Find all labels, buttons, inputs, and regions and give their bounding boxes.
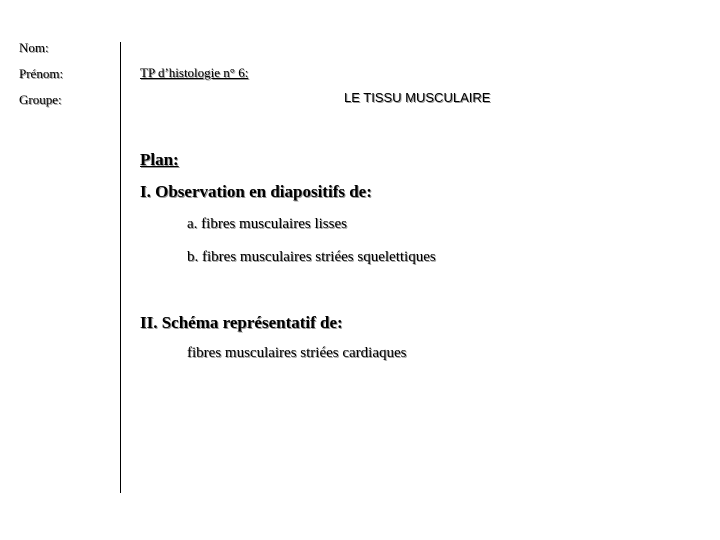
section-1-item-b: b. fibres musculaires striées squelettiques [187,249,436,265]
section-1-title: I. Observation en diapositifs de: [140,182,372,201]
plan-heading: Plan: [140,150,179,169]
prenom-label: Prénom: [19,66,64,81]
vertical-divider [120,42,121,493]
section-1-item-a: a. fibres musculaires lisses [187,216,347,232]
section-2-title: II. Schéma représentatif de: [140,313,343,332]
groupe-label: Groupe: [19,92,62,107]
section-2-item: fibres musculaires striées cardiaques [187,345,407,361]
nom-label: Nom: [19,40,49,55]
tp-title: TP d’histologie n° 6: [140,65,249,80]
subject-title: LE TISSU MUSCULAIRE [344,90,491,105]
